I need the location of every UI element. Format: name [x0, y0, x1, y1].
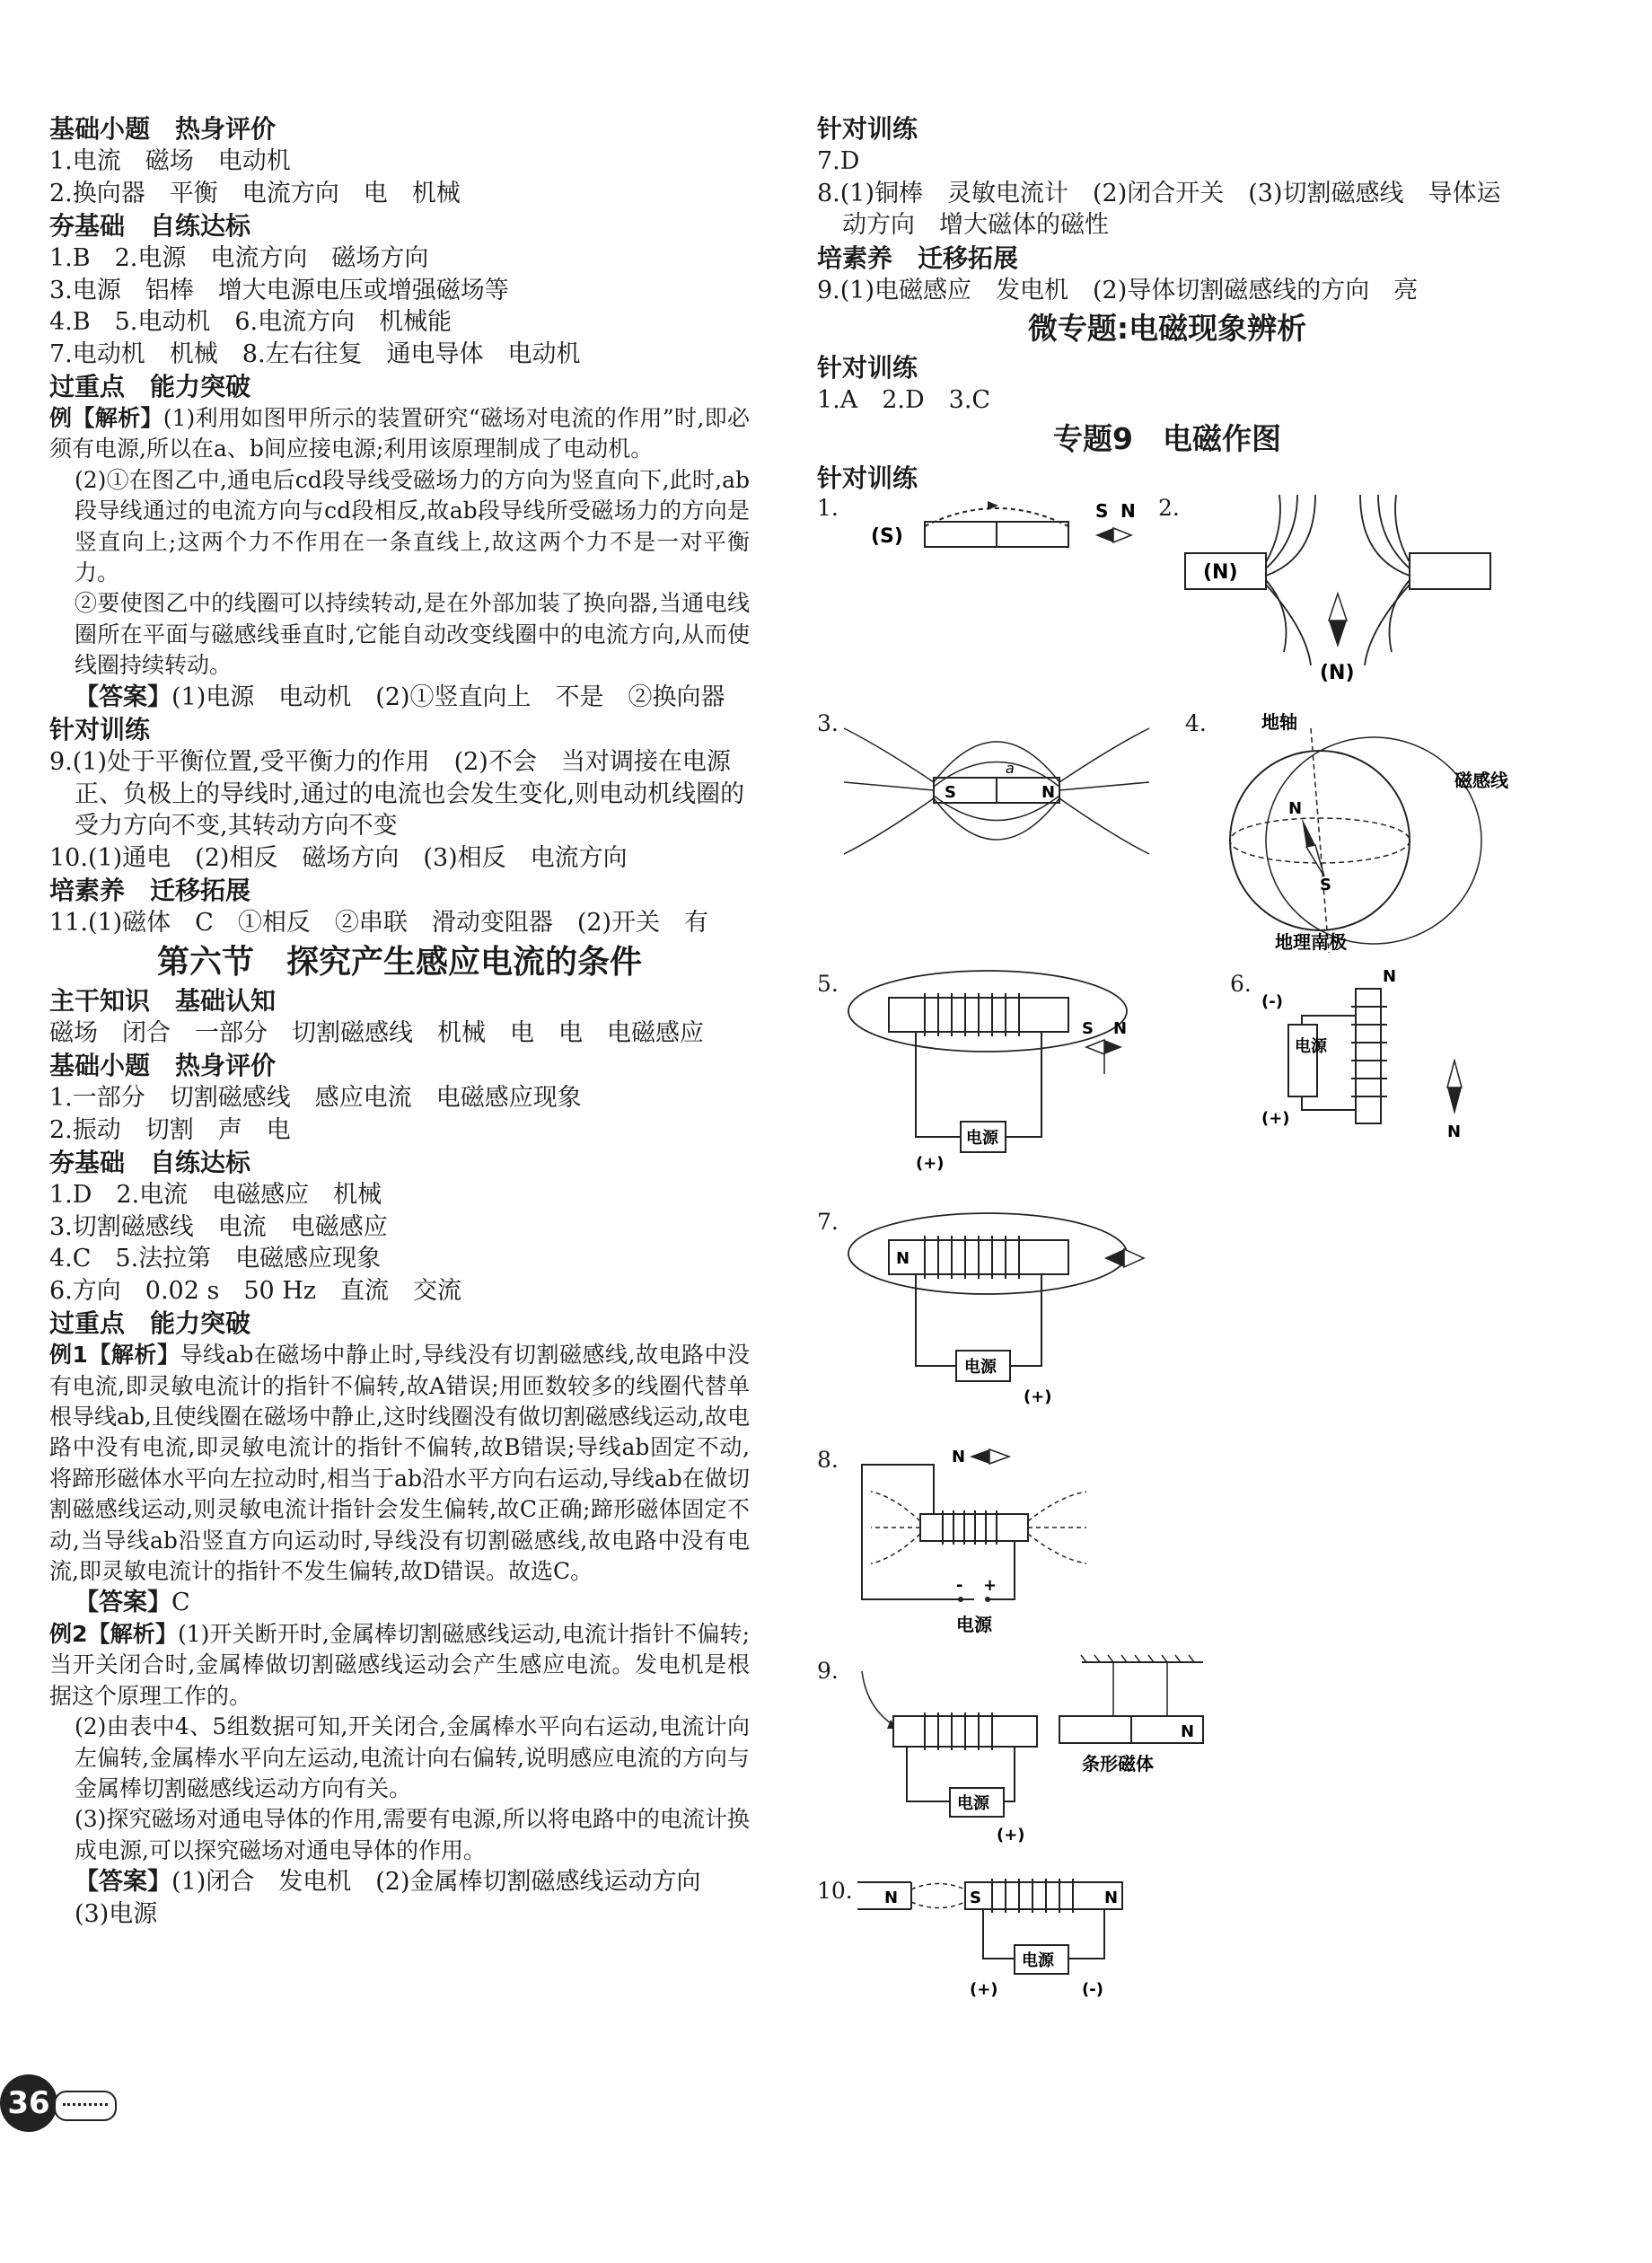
analysis-text: 导线ab在磁场中静止时,导线没有切割磁感线,故电路中没有电流,即灵敏电流计的指针不偏转,故A错误;用匝数较多的线圈代替单根导线ab,且使线圈在磁场中静止,这时线圈没有做切割磁感线运动,故电路中没有电流,即灵敏电流计的指针不偏转,故B错误;导线ab固定不动,将蹄形磁体水平向左拉动时,相当于ab沿水平方向右运动,导线ab在做切割磁感线运动,则灵敏电流计指针会发生偏转,故C正确;蹄形磁体固定不动,当导线ab沿竖直方向运动时,导线没有切割磁感线,故电路中没有电流,即灵敏电流计的指针不发生偏转,故D错误。故选C。 — [49, 1342, 750, 1584]
svg-text:(N): (N) — [1320, 661, 1355, 684]
figure-number: 2. — [1158, 494, 1180, 521]
svg-text:N: N — [896, 1248, 910, 1268]
svg-text:条形磁体: 条形磁体 — [1082, 1752, 1154, 1774]
page-number-decoration — [54, 2091, 117, 2121]
answer-line: 7.D — [817, 147, 860, 175]
answer-line: 1.一部分 切割磁感线 感应电流 电磁感应现象 — [49, 1084, 582, 1113]
heading: 夯基础 自练达标 — [49, 211, 251, 241]
svg-text:(+): (+) — [1261, 1108, 1290, 1128]
figure-number: 9. — [817, 1657, 839, 1684]
section-title: 微专题:电磁现象辨析 — [1027, 311, 1307, 346]
answer-line: 8.(1)铜棒 灵敏电流计 (2)闭合开关 (3)切割磁感线 导体运动方向 增大磁体的磁性 — [817, 179, 1501, 239]
svg-text:N: N — [1181, 1721, 1195, 1741]
solenoid — [965, 1882, 1122, 1909]
answer-line: 3.电源 铝棒 增大电源电压或增强磁场等 — [49, 276, 509, 304]
answer-line: 9.(1)电磁感应 发电机 (2)导体切割磁感线的方向 亮 — [817, 276, 1419, 304]
analysis-paragraph: (2)由表中4、5组数据可知,开关闭合,金属棒水平向右运动,电流计向左偏转,金属棒水平向左运动,电流计向右偏转,说明感应电流的方向与金属棒切割磁感线运动方向有关。 — [75, 1713, 750, 1801]
example-analysis — [49, 403, 750, 465]
figure-number: 4. — [1185, 709, 1207, 736]
answer-line: 1.B 2.电源 电流方向 磁场方向 — [49, 244, 429, 272]
heading: 针对训练 — [49, 715, 151, 745]
label-n: N — [1120, 499, 1136, 522]
example-answer — [49, 682, 750, 714]
figure-3 — [844, 710, 1149, 872]
svg-text:磁感线: 磁感线 — [1454, 769, 1508, 791]
figure-7 — [844, 1204, 1185, 1420]
compass-needle-icon — [1447, 1061, 1462, 1087]
earth-axis — [1311, 728, 1329, 953]
svg-text:(-): (-) — [1261, 991, 1283, 1011]
example-analysis — [49, 1340, 750, 1587]
svg-text:N: N — [952, 1447, 966, 1466]
heading: 过重点 能力突破 — [49, 372, 251, 401]
svg-text:S: S — [1320, 875, 1331, 894]
analysis-paragraph: (2)①在图乙中,通电后cd段导线受磁场力的方向为竖直向下,此时,ab段导线通过的电流方向与cd段相反,故ab段导线所受磁场力的方向是竖直向上;这两个力不作用在一条直线上,故这两个力不是一对平衡力。 — [75, 466, 750, 586]
heading: 主干知识 基础认知 — [49, 985, 277, 1016]
compass-needle-icon — [1329, 594, 1347, 621]
power-source — [1288, 1025, 1317, 1096]
answer-line: 1.A 2.D 3.C — [817, 386, 991, 414]
svg-text:a: a — [1006, 759, 1015, 777]
svg-text:(+): (+) — [970, 1979, 998, 1999]
svg-text:N: N — [1288, 798, 1303, 818]
compass-needle-icon — [1086, 1040, 1104, 1054]
figure-6 — [1248, 962, 1490, 1141]
svg-text:S: S — [970, 1888, 981, 1907]
svg-text:N: N — [1447, 1122, 1462, 1141]
answer-text: C — [171, 1589, 190, 1617]
svg-text:电源: 电源 — [957, 1793, 989, 1813]
svg-text:S: S — [945, 782, 956, 802]
magnet-right — [1410, 553, 1490, 589]
compass-needle-icon — [1104, 1249, 1124, 1267]
svg-text:地轴: 地轴 — [1261, 710, 1297, 733]
heading: 针对训练 — [817, 114, 918, 144]
example-tag: 例2【解析】 — [49, 1620, 178, 1647]
figure-number: 8. — [817, 1446, 839, 1473]
right-column — [817, 112, 1517, 1999]
svg-text:电源: 电源 — [1022, 1950, 1054, 1970]
section-title: 第六节 探究产生感应电流的条件 — [156, 943, 642, 981]
figure-9 — [844, 1653, 1221, 1860]
figure-8 — [844, 1442, 1167, 1649]
compass-needle-icon — [1302, 818, 1315, 847]
svg-text:-: - — [956, 1575, 963, 1595]
heading: 基础小题 热身评价 — [49, 114, 277, 144]
figure-number: 3. — [817, 709, 839, 736]
compass-needle-icon — [1095, 528, 1113, 542]
svg-text:电源: 电源 — [964, 1357, 997, 1377]
label-s: S — [1095, 499, 1109, 522]
answer-text: (1)电源 电动机 (2)①竖直向上 不是 ②换向器 — [171, 682, 725, 711]
heading: 培素养 迁移拓展 — [817, 242, 1019, 273]
analysis-text: (1)开关断开时,金属棒切割磁感线运动,电流计指针不偏转;当开关闭合时,金属棒做切割磁感线运动会产生感应电流。发电机是根据这个原理工作的。 — [49, 1620, 750, 1709]
svg-text:电源: 电源 — [1295, 1036, 1327, 1056]
answer-line: 7.电动机 机械 8.左右往复 通电导体 电动机 — [49, 339, 581, 368]
section-title: 专题9 电磁作图 — [1053, 420, 1281, 456]
compass-needle-icon — [970, 1449, 989, 1464]
svg-text:电源: 电源 — [956, 1613, 992, 1635]
analysis-paragraph: (3)探究磁场对通电导体的作用,需要有电源,所以将电路中的电流计换成电源,可以探究磁场对通电导体的作用。 — [75, 1806, 750, 1863]
svg-text:+: + — [983, 1575, 997, 1595]
svg-text:电源: 电源 — [966, 1128, 998, 1148]
figure-10 — [857, 1873, 1154, 2017]
answer-line: 磁场 闭合 一部分 切割磁感线 机械 电 电 电磁感应 — [49, 1018, 704, 1047]
svg-text:(N): (N) — [1203, 560, 1238, 584]
example-answer-cont: (3)电源 — [75, 1899, 158, 1928]
figure-5 — [844, 962, 1167, 1195]
svg-text:地理南极: 地理南极 — [1275, 930, 1347, 953]
page-number: 36 — [0, 2074, 57, 2132]
analysis-paragraph: ②要使图乙中的线圈可以持续转动,是在外部加装了换向器,当通电线圈所在平面与磁感线垂直时,它能自动改变线圈中的电流方向,从而使线圈持续转动。 — [75, 590, 750, 679]
answer-tag: 【答案】 — [75, 682, 171, 711]
answer-line: 4.B 5.电动机 6.电流方向 机械能 — [49, 308, 453, 336]
example-analysis — [49, 1619, 750, 1712]
answer-line: 9.(1)处于平衡位置,受平衡力的作用 (2)不会 当对调接在电源正、负极上的导线时,通过的电流也会发生变化,则电动机线圈的受力方向不变,其转动方向不变 — [49, 748, 745, 841]
heading: 针对训练 — [817, 353, 918, 383]
figure-number: 6. — [1230, 970, 1252, 997]
example-tag: 例1【解析】 — [49, 1342, 180, 1369]
solenoid — [1356, 989, 1381, 1123]
answer-line: 2.振动 切割 声 电 — [49, 1115, 291, 1144]
example-answer — [49, 1587, 750, 1619]
figure-1 — [853, 499, 1176, 571]
answer-line: 6.方向 0.02 s 50 Hz 直流 交流 — [49, 1276, 462, 1305]
answer-line: 10.(1)通电 (2)相反 磁场方向 (3)相反 电流方向 — [49, 843, 628, 872]
heading: 过重点 能力突破 — [49, 1308, 251, 1339]
figure-4 — [1212, 710, 1508, 953]
svg-text:(+): (+) — [916, 1153, 945, 1173]
figure-number: 7. — [817, 1208, 839, 1235]
example-tag: 例【解析】 — [49, 405, 163, 431]
svg-text:S: S — [1082, 1018, 1094, 1038]
svg-text:(+): (+) — [1024, 1387, 1052, 1406]
heading: 针对训练 — [817, 462, 918, 493]
answer-text: (1)闭合 发电机 (2)金属棒切割磁感线运动方向 — [171, 1868, 701, 1897]
heading: 夯基础 自练达标 — [49, 1148, 251, 1178]
label-s: (S) — [871, 524, 903, 548]
example-answer — [49, 1866, 750, 1898]
heading: 培素养 迁移拓展 — [49, 876, 251, 906]
left-column — [49, 112, 750, 1930]
heading: 基础小题 热身评价 — [49, 1051, 277, 1081]
figure-number: 1. — [817, 494, 839, 521]
answer-tag: 【答案】 — [75, 1868, 171, 1897]
answer-line: 4.C 5.法拉第 电磁感应现象 — [49, 1245, 382, 1273]
figure-2 — [1185, 495, 1490, 692]
answer-tag: 【答案】 — [75, 1589, 171, 1617]
answer-line: 2.换向器 平衡 电流方向 电 机械 — [49, 179, 461, 207]
answer-line: 1.D 2.电流 电磁感应 机械 — [49, 1181, 382, 1210]
svg-text:(-): (-) — [1082, 1979, 1103, 1999]
svg-text:N: N — [1383, 966, 1397, 986]
answer-line: 11.(1)磁体 C ①相反 ②串联 滑动变阻器 (2)开关 有 — [49, 909, 709, 938]
svg-text:(+): (+) — [997, 1825, 1025, 1845]
figure-number: 10. — [817, 1877, 853, 1904]
svg-text:N: N — [1041, 782, 1056, 802]
answer-line: 3.切割磁感线 电流 电磁感应 — [49, 1212, 388, 1241]
svg-text:N: N — [1113, 1018, 1128, 1038]
answer-line: 1.电流 磁场 电动机 — [49, 147, 291, 175]
svg-text:N: N — [1104, 1888, 1119, 1907]
figure-number: 5. — [817, 970, 839, 997]
svg-text:N: N — [884, 1888, 899, 1907]
analysis-text: (1)利用如图甲所示的装置研究“磁场对电流的作用”时,即必须有电源,所以在a、b间应接电源;利用该原理制成了电动机。 — [49, 405, 750, 462]
